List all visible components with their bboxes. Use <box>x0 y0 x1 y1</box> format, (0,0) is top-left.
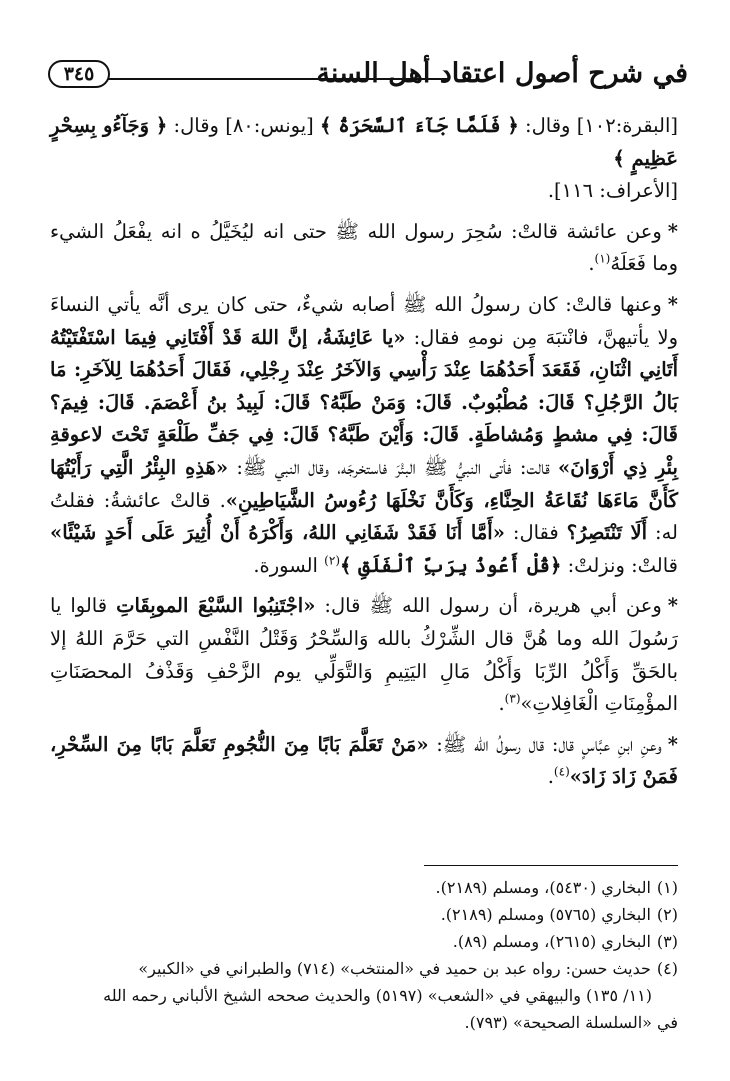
footnote-number: (٣) <box>656 932 678 951</box>
footnote-separator <box>424 865 678 866</box>
quran-verse: ﴿قُلْ أَعُوذُ بِرَبِّ ٱلْفَلَقِ ﴾ <box>340 553 562 577</box>
text: وعنها قالتْ: كان رسولُ الله ﷺ أصابه شيءٌ، حتى كان يرى أنَّه يأتي النساءَ ولا يأتيهنَّ، فانْتبَهَ مِن نومهِ فقال: <box>50 292 678 349</box>
footnote-number: (٢) <box>656 905 678 924</box>
footnote-4 <box>50 955 678 982</box>
text: وعن عائشة قالتْ: سُحِرَ رسول الله ﷺ حتى انه ليُخَيَّلُ ه انه يفْعَلُ الشيء وما فَعَلَهُ <box>50 219 678 276</box>
hadith-quote: «هَذِهِ البِئْرُ الَّتِي رَأَيْتُهَا كَأَنَّ مَاءَهَا نُقَاعَةُ الحِنَّاءِ، وَكَأَنَّ نَخْلَهَا رُءُوسُ الشَّيَاطِينِ» <box>50 455 679 512</box>
page-header <box>48 56 688 96</box>
paragraph-verse-refs <box>50 110 678 208</box>
footnote-ref: (٤) <box>553 764 570 779</box>
text: . قالتْ عائشةُ: فقلتُ له: <box>50 488 678 545</box>
hadith-quote: «مَنْ تَعَلَّمَ بَابًا مِنَ النُّجُومِ تَعَلَّمَ بَابًا مِنَ السِّحْرِ، فَمَنْ زَادَ زَادَ» <box>50 732 678 789</box>
quran-verse: ﴿ وَجَآءُو بِسِحْرٍ عَظِيمٍ ﴾ <box>50 114 678 170</box>
footnote-text: البخاري (٥٤٣٠)، ومسلم (٢١٨٩). <box>435 878 651 897</box>
footnote-1 <box>50 874 678 901</box>
text: [يونس:٨٠] وقال: <box>167 114 320 137</box>
text: قالوا يا رَسُولَ الله وما هُنَّ قال الشِّرْكُ بالله وَالسِّحْرُ وَقَتْلُ النَّفْسِ التي حَرَّمَ اللهُ إلا بالحَقِّ وَأَكْلُ الرِّبَا وَأَكْلُ مَالِ اليَتِيمِ وَالتَّوَلِّي يوم الزَّحْفِ وَقَذْفُ المحصَنَاتِ المؤْمِنَاتِ الْغَافِلاتِ» <box>50 594 678 716</box>
hadith-quote: أَلَا تَنْتَصِرُ؟ <box>566 521 648 545</box>
text: قالت: فأتى النبيُّ ﷺ البئْرَ فاستخرجَه، وقال النبي ﷺ: <box>228 455 559 479</box>
text: وعن أبي هريرة، أن رسول الله ﷺ قال: <box>315 594 662 618</box>
footnote-4-cont <box>50 1009 678 1036</box>
text: وعنِ ابنِ عبَّاسٍ قال: قال رسولُ الله ﷺ: <box>428 732 662 756</box>
hadith-quote: «اجْتَنِبُوا السَّبْعَ الموبِقَاتِ <box>116 594 316 618</box>
footnote-2 <box>50 901 678 928</box>
page-number: ٣٤٥ <box>48 60 110 88</box>
text: السورة. <box>253 553 325 577</box>
footnote-text: البخاري (٢٦١٥)، ومسلم (٨٩). <box>452 932 651 951</box>
footnote-text: (١١/ ١٣٥) والبيهقي في «الشعب» (٥١٩٧) والحديث صححه الشيخ الألباني رحمه الله <box>103 986 652 1005</box>
footnote-3 <box>50 928 678 955</box>
hadith-quote: «أَمَّا أَنَا فَقَدْ شَفَانِي اللهُ، وَأَكْرَهُ أَنْ أُثِيرَ عَلَى أَحَدٍ شَيْئًا» <box>50 521 505 545</box>
hadith-quote: «يا عَائِشَةُ، إنَّ اللهَ قَدْ أَفْتَانِي فِيمَا اسْتَفْتَيْتُهُ أَتَانِي اثْنَانِ، فَقَعَدَ أَحَدُهُمَا عِنْدَ رَأْسِي وَالآخَرُ عِنْدَ رِجْلِي، فَقَالَ أَحَدُهُمَا لِلآخَرِ: مَا بَالُ الرَّجُلِ؟ قَالَ: مُطْبُوبٌ. قَالَ: وَمَنْ طَبَّهُ؟ قَالَ: لَبِيدُ بنُ أَعْصَمَ. قَالَ: فِيمَ؟ قَالَ: فِي مشطٍ وَمُشاطَةٍ. قَالَ: وَأَيْنَ طَبَّهُ؟ قَالَ: فِي جَفِّ طَلْعَةٍ تَحْتَ لاعوقةِ بِئْرِ ذِي أَرْوَانَ» <box>50 325 678 479</box>
footnote-ref: (٢) <box>324 553 340 568</box>
footnote-text: حديث حسن: رواه عبد بن حميد في «المنتخب» (٧١٤) والطبراني في «الكبير» <box>138 959 651 978</box>
text: قالتْ: ونزلتْ: <box>561 553 678 577</box>
bullet-mark: * <box>667 292 678 316</box>
text: . <box>498 692 505 716</box>
paragraph-ibn-abbas <box>50 729 678 794</box>
bullet-mark: * <box>667 732 678 756</box>
footnote-ref: (٣) <box>504 691 521 706</box>
paragraph-abu-hurayra <box>50 590 678 720</box>
verse-reference: [الأعراف: ١١٦]. <box>547 179 678 203</box>
text: . <box>547 765 554 789</box>
footnotes <box>50 874 678 1036</box>
paragraph-aisha-2 <box>50 289 678 582</box>
bullet-mark: * <box>667 594 678 618</box>
main-text <box>50 110 678 794</box>
quran-verse: ﴿ فَلَمَّا جَآءَ ٱلسَّحَرَةُ ﴾ <box>320 114 519 137</box>
text: فقال: <box>504 521 567 545</box>
footnote-text: في «السلسلة الصحيحة» (٧٩٣). <box>464 1013 678 1032</box>
footnote-text: البخاري (٥٧٦٥) ومسلم (٢١٨٩). <box>440 905 651 924</box>
footnote-4-cont <box>50 982 678 1009</box>
paragraph-aisha-1 <box>50 216 678 281</box>
footnote-number: (٤) <box>656 959 678 978</box>
running-title: في شرح أصول اعتقاد أهل السنة <box>316 58 688 89</box>
footnote-number: (١) <box>656 878 678 897</box>
text: [البقرة:١٠٢] وقال: <box>518 114 678 137</box>
footnote-ref: (١) <box>594 251 611 266</box>
text: . <box>588 252 595 276</box>
bullet-mark: * <box>667 219 678 243</box>
